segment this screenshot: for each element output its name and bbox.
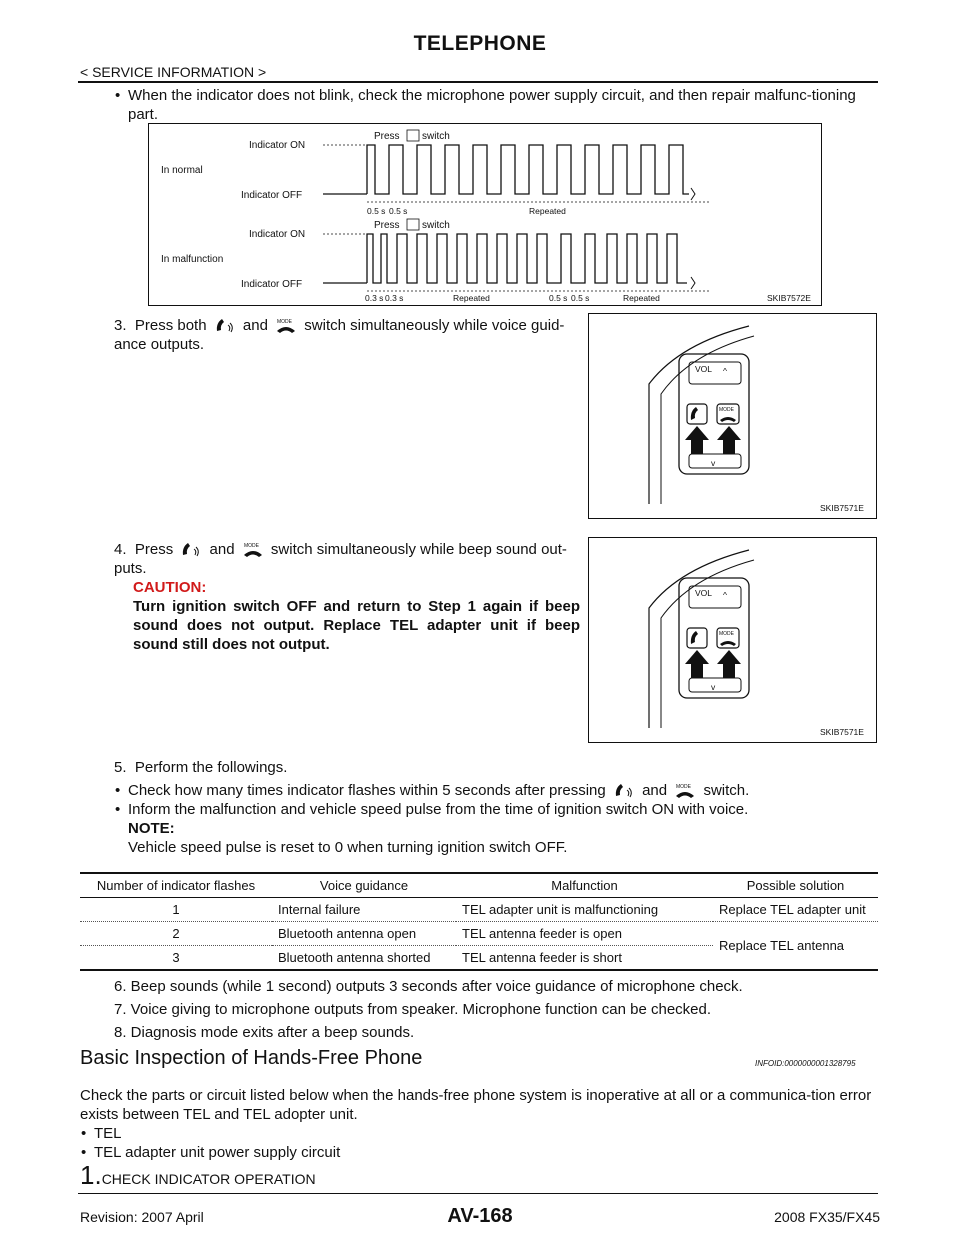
arrow-up-icon-2 [717,426,741,454]
step-5-b1-post: switch. [703,782,750,799]
step-4-num: 4. [114,541,127,558]
header-rule [78,81,878,83]
fig2-id: SKIB7571E [820,503,864,513]
flash-table [80,872,878,971]
th-flashes: Number of indicator flashes [96,878,256,893]
malf-t4: 0.5 s [571,293,590,303]
phone-send-icon-3 [613,782,635,800]
normal-press-label: Press [374,131,400,142]
normal-switch-label: switch [422,131,450,142]
malf-switch-label: switch [422,220,450,231]
step-5-bullet-1 [128,781,880,800]
phone-end-mode-icon [275,317,297,335]
phone-send-button-icon-2 [687,628,707,648]
malf-waveform [367,234,687,283]
caution-text: Turn ignition switch OFF and return to Step 1 again if beep sound does not output. Replace TEL adapter unit if beep sound still does not output. [133,598,580,654]
malf-press-label: Press [374,220,400,231]
steering-switch-figure-2 [588,537,877,743]
arrow-up-icon-4 [717,650,741,678]
table-row: 1 Internal failure TEL adapter unit is malfunctioning Replace TEL adapter unit [80,898,878,922]
svg-text:^: ^ [723,590,727,600]
basic-item-tel: • TEL [94,1124,122,1143]
step-5 [114,758,880,777]
steering-switch-svg-2 [589,538,876,742]
page-title: TELEPHONE [413,32,547,55]
timing-diagram [148,123,822,306]
section-label: < SERVICE INFORMATION > [80,64,267,80]
step-3-num: 3. [114,317,127,334]
malf-t2: 0.3 s [385,293,404,303]
malf-t3: 0.5 s [549,293,568,303]
note-label: NOTE: [128,820,175,837]
mode-label-2: MODE [719,631,734,637]
svg-text:^: ^ [723,366,727,376]
infoid: INFOID:0000000001328795 [755,1059,856,1068]
check-num: 1. [80,1160,102,1190]
step-4-and: and [209,541,235,558]
step-3 [114,316,574,354]
normal-repeated: Repeated [529,206,566,216]
th-voice: Voice guidance [319,878,409,893]
phone-send-icon-2 [180,541,202,559]
svg-text:v: v [711,458,716,468]
step-5-num: 5. [114,759,127,776]
step-6: 6. Beep sounds (while 1 second) outputs 3 seconds after voice guidance of microphone check. [114,978,743,995]
table-row: 2 Bluetooth antenna open TEL antenna feeder is open Replace TEL antenna [80,922,878,946]
svg-text:MODE: MODE [243,543,259,550]
malf-ind-on-label: Indicator ON [249,229,306,240]
page-number: AV-168 [447,1205,513,1227]
step-5-b1-pre: Check how many times indicator flashes within 5 seconds after pressing [128,782,606,799]
normal-t2: 0.5 s [389,206,408,216]
footer-revision: Revision: 2007 April [80,1209,204,1225]
svg-text:MODE: MODE [277,319,293,326]
malf-repeated-1: Repeated [453,293,490,303]
fig3-id: SKIB7571E [820,727,864,737]
phone-end-mode-icon-2 [242,541,264,559]
svg-text:MODE: MODE [676,784,692,791]
note-text: Vehicle speed pulse is reset to 0 when turning ignition switch OFF. [128,839,568,856]
phone-end-mode-icon-3 [674,782,696,800]
break-mark-icon-2 [691,277,695,289]
check-step [80,1160,316,1191]
normal-waveform [367,145,689,194]
step-8: 8. Diagnosis mode exits after a beep sounds. [114,1024,415,1041]
basic-item-adapter: • TEL adapter unit power supply circuit [94,1143,340,1162]
phone-send-icon [214,317,236,335]
normal-ind-on-label: Indicator ON [249,140,306,151]
arrow-up-icon-3 [685,650,709,678]
break-mark-icon [691,188,695,200]
caution-label: CAUTION: [133,579,207,597]
footer-model: 2008 FX35/FX45 [774,1209,880,1225]
fig1-id: SKIB7572E [767,293,811,303]
mode-label: MODE [719,407,734,413]
step-7: 7. Voice giving to microphone outputs from speaker. Microphone function can be checked. [114,1001,712,1018]
basic-para: Check the parts or circuit listed below when the hands-free phone system is inoperative at all or a communica-tion error exists between TEL and TEL adopter unit. [80,1087,872,1123]
th-malfunction: Malfunction [551,878,618,893]
vol-label-2: VOL [695,588,713,598]
steering-switch-svg-1 [589,314,876,518]
step-3-pre: Press both [134,317,207,334]
step-5-bullet-2: • Inform the malfunction and vehicle speed pulse from the time of ignition switch ON with voice. [128,800,880,819]
basic-heading: Basic Inspection of Hands-Free Phone [80,1047,423,1069]
intro-bullet: • When the indicator does not blink, check the microphone power supply circuit, and then repair malfunc-tioning part. [128,86,880,124]
steering-switch-figure-1 [588,313,877,519]
phone-switch-icon-2 [407,219,419,230]
step-4-post: switch simultaneously while beep sound out-puts. [114,541,567,578]
malf-ind-off-label: Indicator OFF [241,279,303,290]
table-row: 3 Bluetooth antenna shorted TEL antenna feeder is short [80,946,878,971]
check-text: CHECK INDICATOR OPERATION [101,1171,316,1187]
timing-diagram-svg [149,124,821,305]
step-3-and: and [242,317,268,334]
phone-switch-icon [407,130,419,141]
phone-send-button-icon [687,404,707,424]
vol-label: VOL [695,364,713,374]
step-3-post: switch simultaneously while voice guid-ance outputs. [114,317,565,354]
arrow-up-icon [685,426,709,454]
step-4-pre: Press [134,541,174,558]
svg-text:v: v [711,682,716,692]
malfunction-label: In malfunction [161,254,224,265]
footer-rule [78,1193,878,1194]
step-5-text: Perform the followings. [134,759,288,776]
normal-t1: 0.5 s [367,206,386,216]
normal-label: In normal [161,165,203,176]
th-solution: Possible solution [746,878,845,893]
normal-ind-off-label: Indicator OFF [241,190,303,201]
step-5-b1-and: and [642,782,668,799]
malf-t1: 0.3 s [365,293,384,303]
step-4 [114,540,580,654]
malf-repeated-2: Repeated [623,293,660,303]
